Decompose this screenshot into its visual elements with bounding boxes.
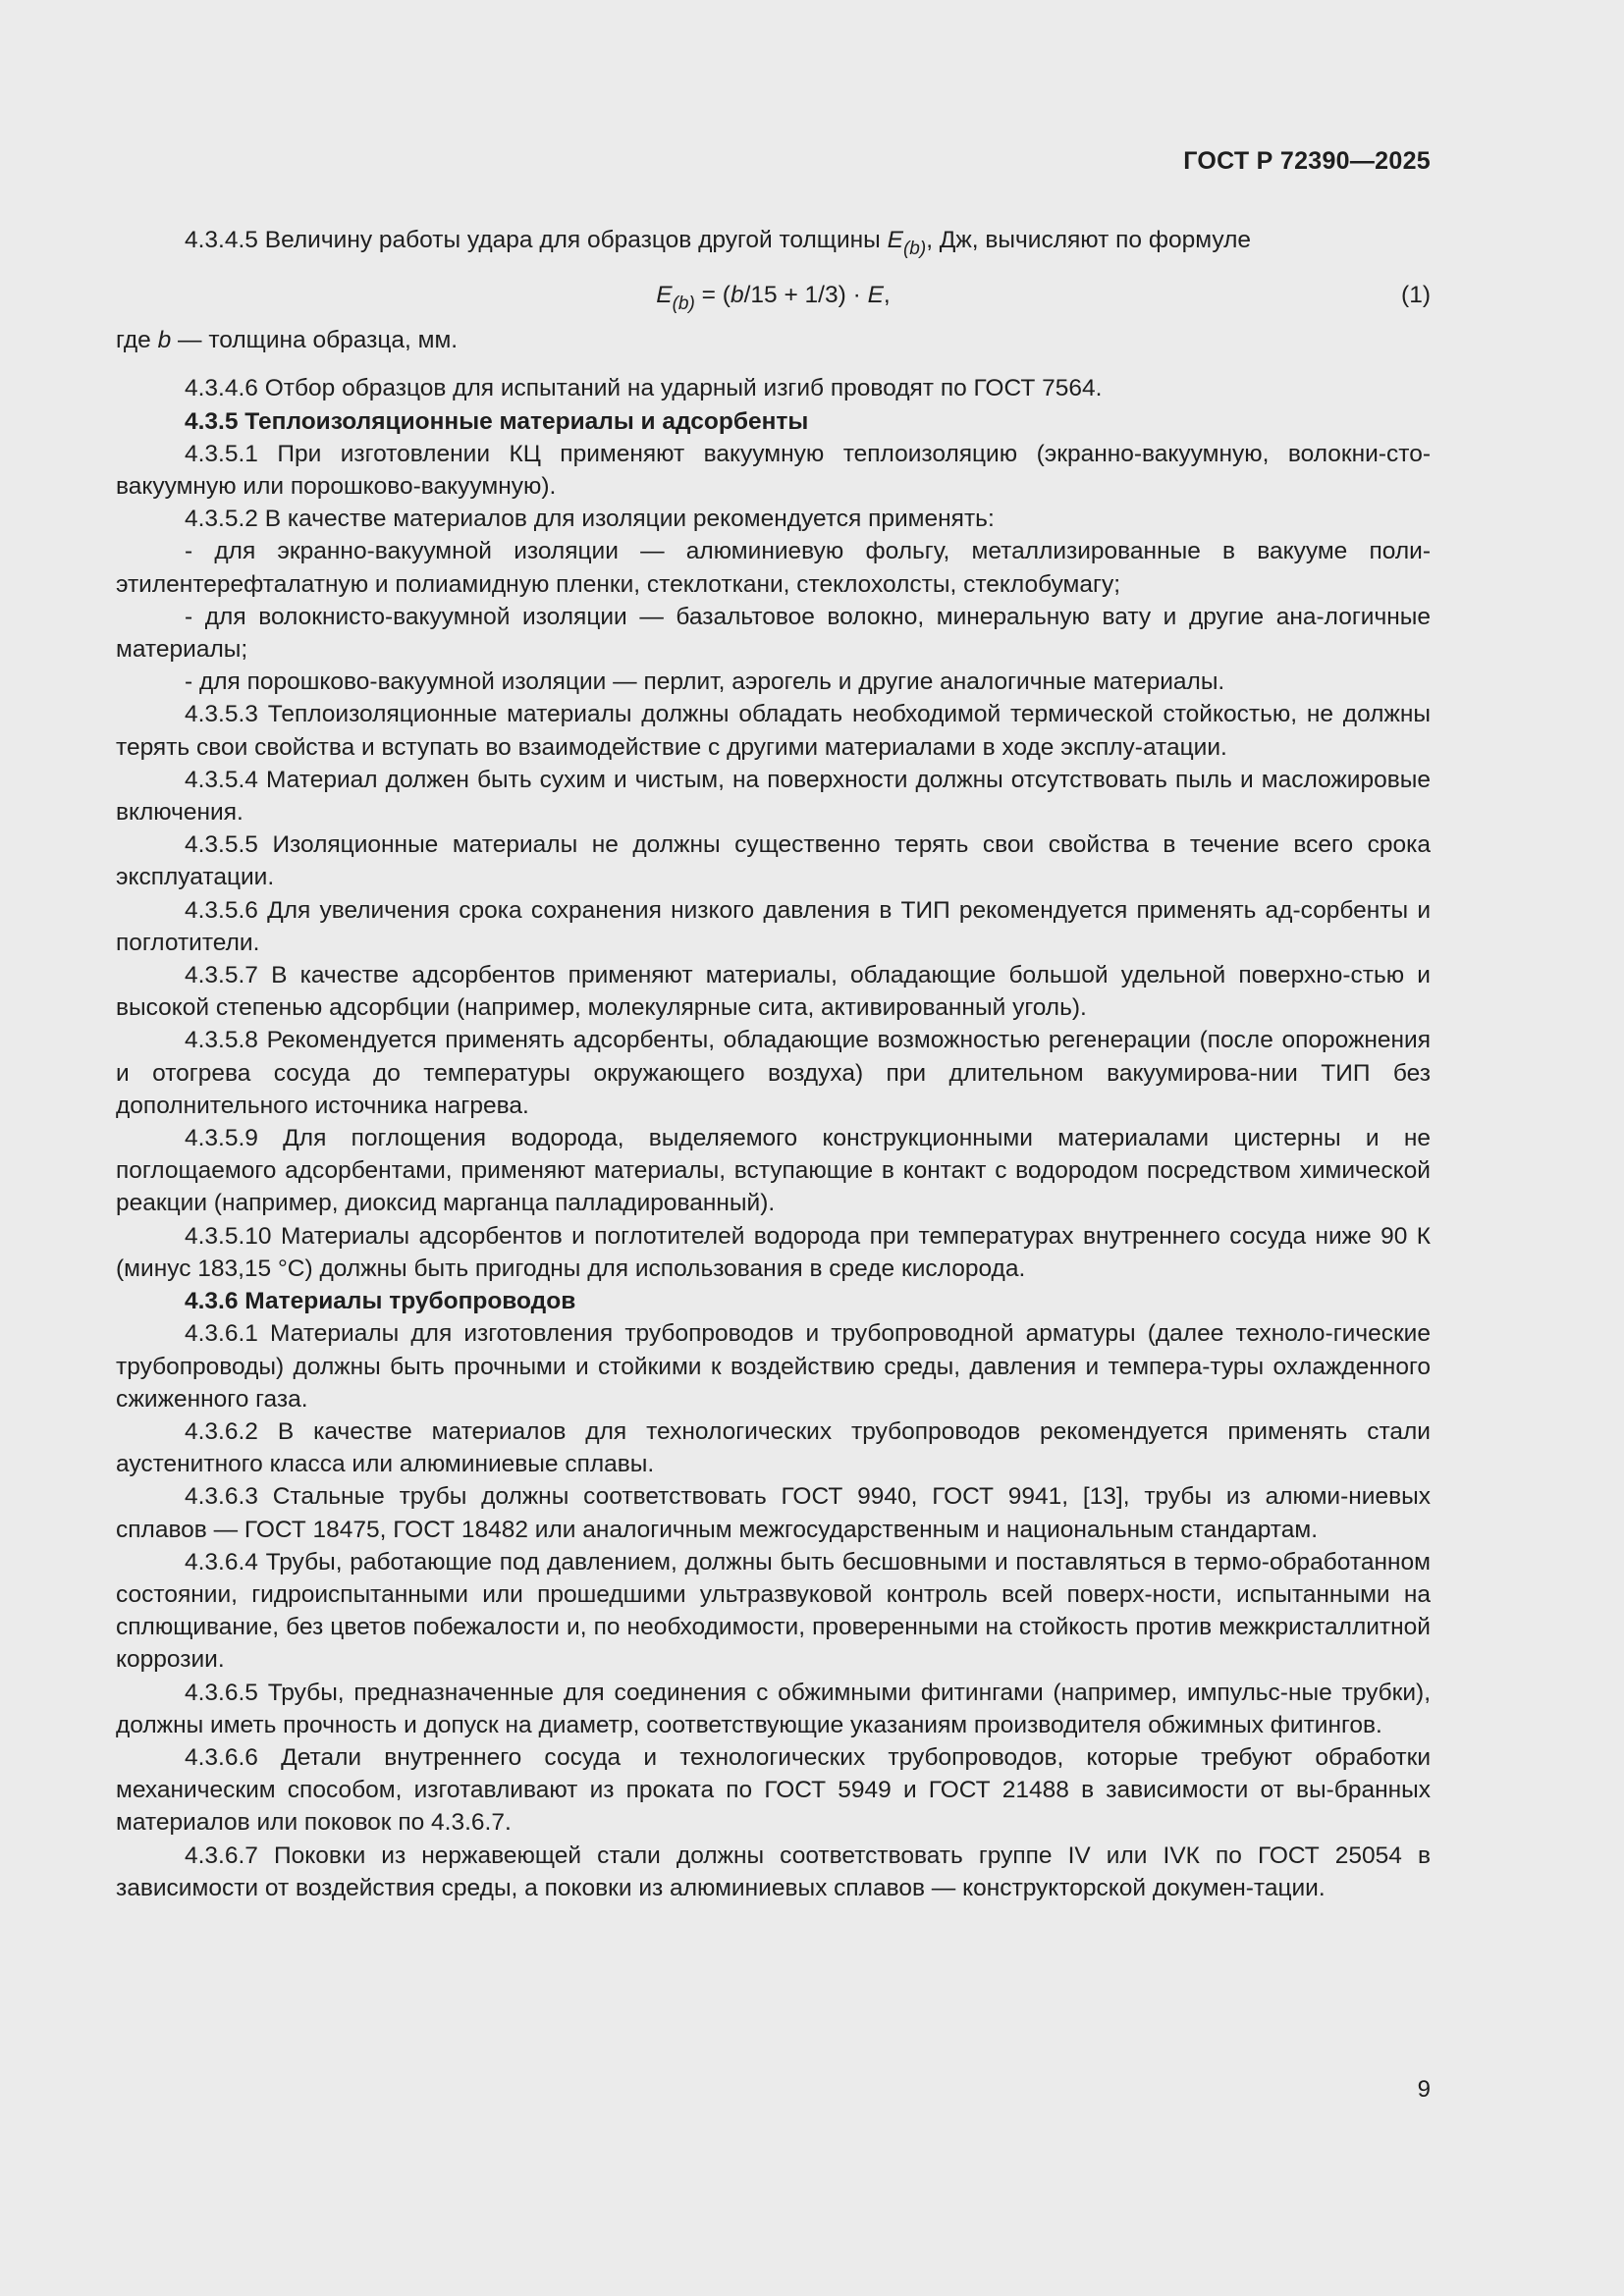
paragraph: 4.3.5.3 Теплоизоляционные материалы должны обладать необходимой термической стойкостью, не должны терять свои свойства и вступать во взаимодействие с другими материалами в ходе эксплу-атации. bbox=[116, 701, 1431, 761]
document-code: ГОСТ Р 72390—2025 bbox=[1183, 147, 1431, 175]
paragraph: 4.3.5.5 Изоляционные материалы не должны существенно терять свои свойства в течение всего срока эксплуатации. bbox=[116, 831, 1431, 891]
paragraph: 4.3.6.4 Трубы, работающие под давлением, должны быть бесшовными и поставляться в термо-обработанном состоянии, гидроиспытанными или прошедшими ультразвуковой контроль всей поверх-ности, испытанными на сплющивание, без цветов побежалости и, по необходимости, проверенными на стойкость против межкристаллитной коррозии. bbox=[116, 1548, 1431, 1674]
paragraph-list bbox=[116, 372, 1431, 1904]
paragraph: 4.3.6.5 Трубы, предназначенные для соединения с обжимными фитингами (например, импульс-ные трубки), должны иметь прочность и допуск на диаметр, соответствующие указаниям производителя обжимных фитингов. bbox=[116, 1679, 1431, 1738]
paragraph: 4.3.6.1 Материалы для изготовления трубопроводов и трубопроводной арматуры (далее техноло-гические трубопроводы) должны быть прочными и стойкими к воздействию среды, давления и темпера-туры охлажденного сжиженного газа. bbox=[116, 1320, 1431, 1413]
paragraph: 4.3.5.9 Для поглощения водорода, выделяемого конструкционными материалами цистерны и не поглощаемого адсорбентами, применяют материалы, вступающие в контакт с водородом посредством химической реакции (например, диоксид марганца палладированный). bbox=[116, 1125, 1431, 1217]
paragraph: 4.3.6.7 Поковки из нержавеющей стали должны соответствовать группе IV или IVК по ГОСТ 25054 в зависимости от воздействия среды, а поковки из алюминиевых сплавов — конструкторской докумен-тации. bbox=[116, 1842, 1431, 1901]
paragraph: 4.3.5.7 В качестве адсорбентов применяют материалы, обладающие большой удельной поверхно-стью и высокой степенью адсорбции (например, молекулярные сита, активированный уголь). bbox=[116, 962, 1431, 1022]
paragraph: 4.3.6.6 Детали внутреннего сосуда и технологических трубопроводов, которые требуют обработки механическим способом, изготавливают из проката по ГОСТ 5949 и ГОСТ 21488 в зависимости от вы-бранных материалов или поковок по 4.3.6.7. bbox=[116, 1743, 1431, 1837]
where-clause: где b — толщина образца, мм. bbox=[116, 327, 459, 354]
paragraph: - для волокнисто-вакуумной изоляции — базальтовое волокно, минеральную вату и другие ана-логичные материалы; bbox=[116, 603, 1431, 664]
page-body bbox=[116, 224, 1431, 1904]
section-heading: 4.3.6 Материалы трубопроводов bbox=[185, 1288, 576, 1315]
paragraph: 4.3.5.8 Рекомендуется применять адсорбенты, обладающие возможностью регенерации (после опорожнения и отогрева сосуда до температуры окружающего воздуха) при длительном вакуумирова-нии ТИП без дополнительного источника нагрева. bbox=[116, 1027, 1431, 1119]
paragraph: - для порошково-вакуумной изоляции — перлит, аэрогель и другие аналогичные материалы. bbox=[185, 668, 1225, 696]
paragraph: 4.3.5.2 В качестве материалов для изоляции рекомендуется применять: bbox=[185, 506, 995, 533]
paragraph: 4.3.5.4 Материал должен быть сухим и чистым, на поверхности должны отсутствовать пыль и масложировые включения. bbox=[116, 766, 1431, 827]
paragraph: 4.3.5.1 При изготовлении КЦ применяют вакуумную теплоизоляцию (экранно-вакуумную, волокни-сто-вакуумную или порошково-вакуумную). bbox=[116, 440, 1431, 501]
paragraph: 4.3.6.3 Стальные трубы должны соответствовать ГОСТ 9940, ГОСТ 9941, [13], трубы из алюми-ниевых сплавов — ГОСТ 18475, ГОСТ 18482 или аналогичным межгосударственным и национальным стандартам. bbox=[116, 1483, 1431, 1543]
formula: $E_{(b)} = (b/15 + 1/3) \cdot E$, bbox=[656, 282, 891, 315]
page-number: 9 bbox=[1417, 2076, 1431, 2103]
paragraph: 4.3.6.2 В качестве материалов для технологических трубопроводов рекомендуется применять стали аустенитного класса или алюминиевые сплавы. bbox=[116, 1417, 1431, 1478]
paragraph: - для экранно-вакуумной изоляции — алюминиевую фольгу, металлизированные в вакууме поли-этилентерефталатную и полиамидную пленки, стеклоткани, стеклохолсты, стеклобумагу; bbox=[116, 538, 1431, 598]
formula-line bbox=[116, 271, 1431, 318]
formula-intro: 4.3.4.5 Величину работы удара для образцов другой толщины $E_{(b)}$, Дж, вычисляют по формуле bbox=[185, 227, 1252, 259]
paragraph: 4.3.4.6 Отбор образцов для испытаний на ударный изгиб проводят по ГОСТ 7564. bbox=[185, 375, 1103, 402]
formula-number: (1) bbox=[1401, 282, 1431, 309]
section-heading: 4.3.5 Теплоизоляционные материалы и адсорбенты bbox=[185, 407, 809, 435]
paragraph: 4.3.5.6 Для увеличения срока сохранения низкого давления в ТИП рекомендуется применять ад-сорбенты и поглотители. bbox=[116, 896, 1431, 956]
paragraph: 4.3.5.10 Материалы адсорбентов и поглотителей водорода при температурах внутреннего сосуда ниже 90 К (минус 183,15 °С) должны быть пригодны для использования в среде кислорода. bbox=[116, 1222, 1431, 1282]
